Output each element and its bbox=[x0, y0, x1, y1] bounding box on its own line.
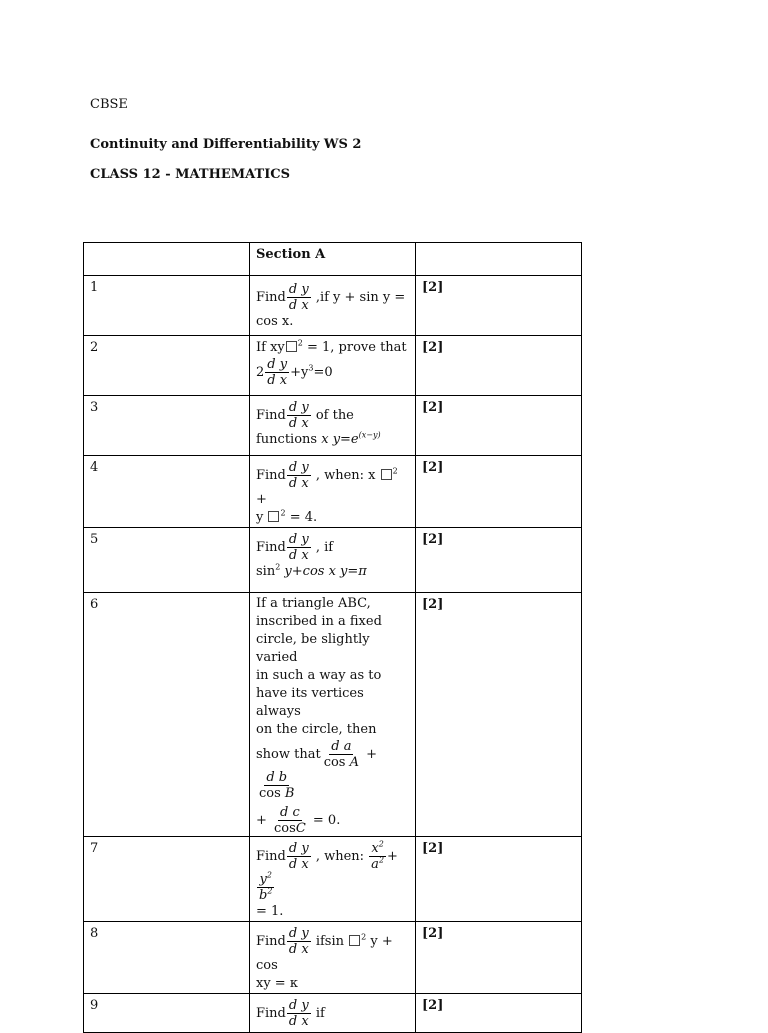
marks: [2] bbox=[416, 994, 582, 1033]
marks: [2] bbox=[416, 276, 582, 336]
dy-dx-fraction: $\frac{\text{d y}}{\text{d x}}$ bbox=[267, 357, 288, 388]
table-row bbox=[84, 837, 582, 922]
question-number: 8 bbox=[84, 922, 250, 994]
dy-dx-fraction: $\frac{\text{d y}}{\text{d x}}$ bbox=[288, 532, 309, 563]
question-text: Find $\frac{\text{d y}}{\text{d x}}$ , when: x $^2$ + y $^2$ = 4. bbox=[250, 456, 416, 528]
marks: [2] bbox=[416, 396, 582, 456]
question-text: Find $\frac{\text{d y}}{\text{d x}}$ ,if y + sin y = cos x. bbox=[250, 276, 416, 336]
question-table bbox=[83, 242, 582, 1033]
question-number: 4 bbox=[84, 456, 250, 528]
question-number: 3 bbox=[84, 396, 250, 456]
table-row bbox=[84, 593, 582, 837]
missing-glyph-box bbox=[286, 341, 297, 352]
table-row bbox=[84, 994, 582, 1033]
question-number: 6 bbox=[84, 593, 250, 837]
question-number: 9 bbox=[84, 994, 250, 1033]
x2-a2-fraction: $\frac{x^2}{a^2}$ bbox=[371, 839, 385, 872]
missing-glyph-box bbox=[349, 935, 360, 946]
question-text: Find $\frac{\text{d y}}{\text{d x}}$ if bbox=[250, 994, 416, 1033]
question-number: 2 bbox=[84, 336, 250, 396]
missing-glyph-box bbox=[381, 469, 392, 480]
dy-dx-fraction: $\frac{\text{d y}}{\text{d x}}$ bbox=[288, 998, 309, 1029]
question-text: Find $\frac{\text{d y}}{\text{d x}}$ , when: $\frac{x^2}{a^2}$ + $\frac{y^2}{b^2}$ = 1. bbox=[250, 837, 416, 922]
table-row bbox=[84, 456, 582, 528]
table-row bbox=[84, 276, 582, 336]
board-label: CBSE bbox=[90, 97, 128, 112]
da-cosA-fraction: $\frac{\text{d a}}{\text{cos A}}$ bbox=[323, 739, 360, 770]
y2-b2-fraction: $\frac{y^2}{b^2}$ bbox=[259, 870, 273, 903]
dy-dx-fraction: $\frac{\text{d y}}{\text{d x}}$ bbox=[288, 926, 309, 957]
missing-glyph-box bbox=[268, 511, 279, 522]
question-text: If a triangle ABC, inscribed in a fixed circle, be slightly varied in such a way as to have its vertices always on the circle, then show that $\frac{\text{d a}}{\text{cos A}}$ + $\frac{\text{d b}}{\text{cos B}}$ + $\frac{\text{d c}}{\cos C}$ = 0. bbox=[250, 593, 416, 837]
marks: [2] bbox=[416, 837, 582, 922]
table-header-row bbox=[84, 243, 582, 276]
question-number: 5 bbox=[84, 528, 250, 593]
dy-dx-fraction: $\frac{\text{d y}}{\text{d x}}$ bbox=[288, 841, 309, 872]
class-title: CLASS 12 - MATHEMATICS bbox=[90, 167, 291, 182]
question-text: Find $\frac{\text{d y}}{\text{d x}}$ of the functions x $y=e^{(x-y)}$ bbox=[250, 396, 416, 456]
marks: [2] bbox=[416, 456, 582, 528]
question-text: Find $\frac{\text{d y}}{\text{d x}}$ , if $\sin^2 y+\cos$ x y=π bbox=[250, 528, 416, 593]
dc-cosC-fraction: $\frac{\text{d c}}{\cos C}$ bbox=[274, 805, 306, 836]
question-text: Find $\frac{\text{d y}}{\text{d x}}$ ifsin $^2$ y + cos xy = κ bbox=[250, 922, 416, 994]
worksheet-title: Continuity and Differentiability WS 2 bbox=[90, 137, 362, 152]
dy-dx-fraction: $\frac{\text{d y}}{\text{d x}}$ bbox=[288, 282, 309, 313]
marks: [2] bbox=[416, 922, 582, 994]
question-text: If xy $^2$ = 1, prove that 2 $\frac{\text{d y}}{\text{d x}}$ $+y^3=0$ bbox=[250, 336, 416, 396]
section-heading: Section A bbox=[250, 243, 416, 276]
question-number: 7 bbox=[84, 837, 250, 922]
question-number: 1 bbox=[84, 276, 250, 336]
marks: [2] bbox=[416, 593, 582, 837]
table-row bbox=[84, 922, 582, 994]
table-row bbox=[84, 396, 582, 456]
dy-dx-fraction: $\frac{\text{d y}}{\text{d x}}$ bbox=[288, 400, 309, 431]
dy-dx-fraction: $\frac{\text{d y}}{\text{d x}}$ bbox=[288, 460, 309, 491]
marks: [2] bbox=[416, 528, 582, 593]
db-cosB-fraction: $\frac{\text{d b}}{\text{cos B}}$ bbox=[259, 770, 295, 801]
table-row bbox=[84, 336, 582, 396]
marks: [2] bbox=[416, 336, 582, 396]
table-row bbox=[84, 528, 582, 593]
